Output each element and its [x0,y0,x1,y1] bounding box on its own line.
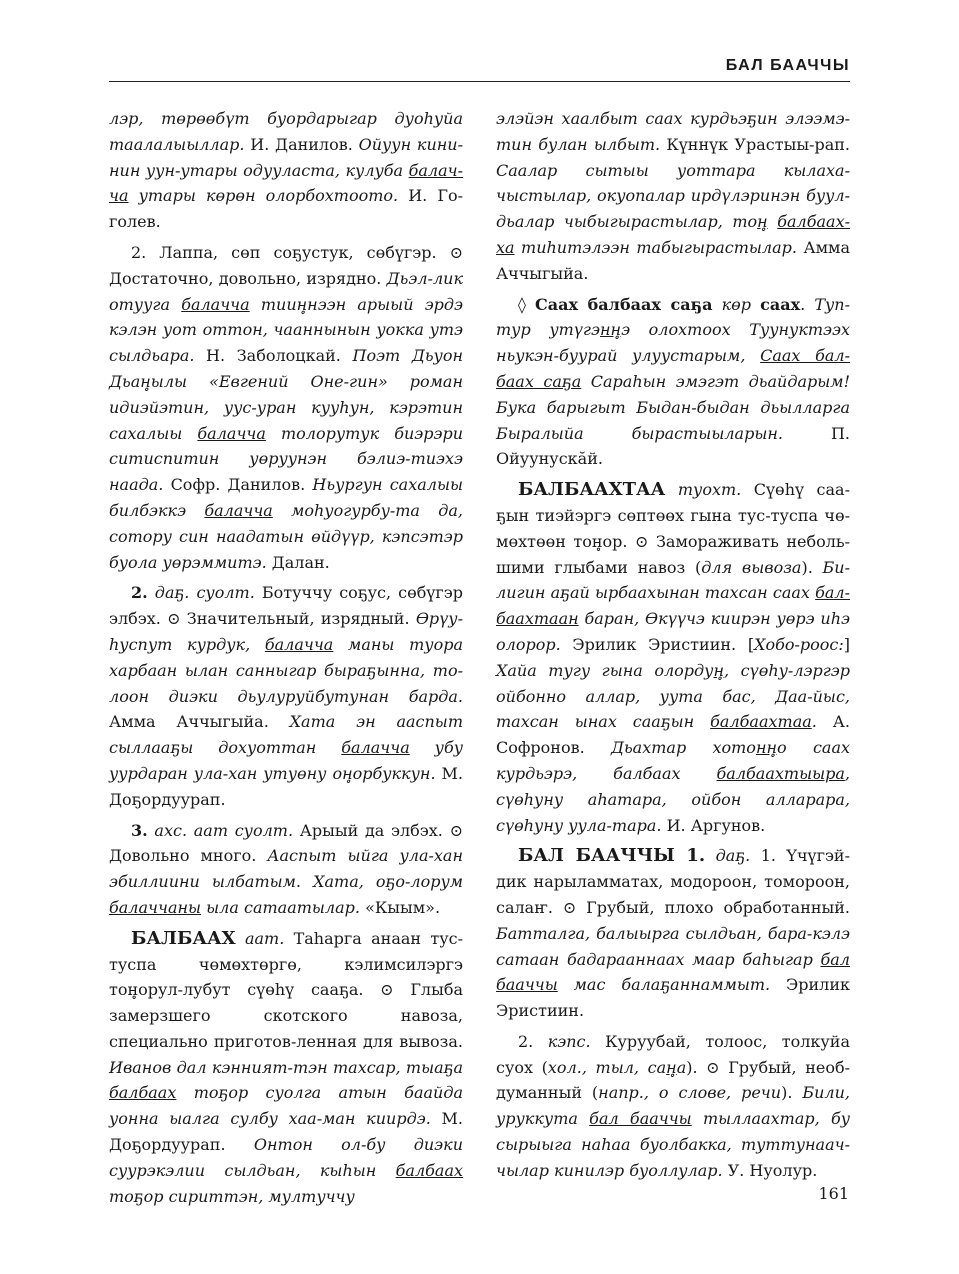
headword: БАЛБААХ [131,927,236,949]
text-run: И. Данилов. [244,134,359,154]
underlined-example-word: нн̥ [755,738,778,758]
text-run: ыла сатаатылар. [201,897,360,917]
page-number: 161 [818,1184,849,1203]
text-run: Били, уруккута [496,1083,850,1129]
text-run: туохт. [677,480,742,500]
text-run: 2. Лаппа, сөп соҕустук, сөбүгэр. ⊙ Достаточно, довольно, изрядно. [109,242,463,288]
text-run: тоҕор сириттэн, мултуччу [109,1186,355,1206]
text-run: тоҕор суолга атын баайда уонна ыалга сулбу хаа-ман киирдэ. [109,1083,463,1129]
underlined-example-word: н̥ [757,212,768,232]
underlined-example-word: балачча [197,423,266,443]
text-run: убу уурдаран ула-хан утуөну он̥орбуккун. [109,738,463,783]
text-run: Амма Аччыгыйа. [496,237,850,283]
text-run: И. Аргунов. [661,815,766,835]
text-run: П. Ойуунускӑй. [496,423,850,469]
text-run: тыллаахтар, бу сырыыга наһаа буолбакка, туттунаач-чылар кинилэр буоллулар. [496,1109,851,1180]
entry-paragraph [496,1029,850,1184]
headword: БАЛ БААЧЧЫ 1. [518,845,706,867]
text-run: «Кыым». [359,897,441,917]
text-run: 2. [518,1031,548,1051]
text-run [705,846,715,865]
underlined-example-word: бал бааччы [589,1109,692,1129]
text-run: Иванов дал кэнният-тэн тахсар, тыаҕа [109,1057,463,1077]
text-run: Амма Аччыгыйа. [109,712,290,732]
text-run: . [800,294,815,314]
underlined-example-word: балбаах [109,1083,177,1103]
underlined-example-word: балач-ча [109,160,463,206]
text-run: Дьахтар хото [610,738,756,758]
text-run: Эрилик Эристиин. [ [560,634,755,654]
text-run: Күннүк Урастыы-рап. [660,134,850,154]
text-run: Туп-тур утүгэ [496,294,851,340]
entry-paragraph [109,818,463,921]
entry-paragraph [496,843,850,1024]
underlined-example-word: нн̥ [599,320,622,340]
text-run: напр., о слове, речи [598,1083,782,1103]
text-run [665,480,678,499]
text-run: Хайа тугу гына олорду [496,660,714,680]
text-run: Сүөһү саа-ҕын тиэйэргэ сөптөөх гына тус-туспа чө-мөхтөөн тон̥ор. ⊙ Замораживать неболь-шими глыбами навоз ( [496,480,850,577]
entry-paragraph [109,926,463,1210]
underlined-example-word: балаччаны [109,897,202,917]
text-run: , сүөһуну аһатара, ойбон аллaрара, сүөһуну уула-тара. [496,763,850,835]
entry-paragraph [109,580,463,812]
text-run: И. Го-голев. [109,186,463,232]
entry-paragraph [496,477,850,838]
underlined-example-word: бал-баахтаан [496,583,850,629]
underlined-example-word: балачча [264,634,334,654]
text-run: ). [801,557,823,577]
text-run: Эрилик Эристиин. [496,975,850,1021]
text-run: Би-лигин аҕай ырбаахынан тахсан саах [496,557,851,603]
text-run: М. Доҕордуурап. [109,763,463,809]
text-run: а [676,1057,687,1077]
underlined-example-word: балбаахтаа [710,712,812,732]
text-run: Дьэл-лик отууга [109,268,463,314]
text-run: лэр, төрөөбүт буордарыгар дуоһуйа таалалыыллар. [109,109,463,154]
text-run: Далан. [266,552,330,572]
text-run: аат. [244,928,285,948]
text-run [712,295,721,314]
text-run: утары көрөн олорбохтоото. [128,186,399,206]
text-run: Софр. Данилов. [163,475,313,495]
text-run: хол., тыл, са [547,1057,667,1077]
text-run: ◊ [518,294,536,314]
text-run: Ойуун кини-нин уун-утары одууласта, кулуба [109,134,463,180]
text-run: тиһитэлээн табыгырастылар. [514,237,797,257]
text-run [236,929,245,948]
text-run: саах [760,294,801,314]
underlined-example-word: балбаахтыыра [716,763,845,783]
text-run: 1. Үчүгэй-дик нарыламматах, модороон, томороон, салаҥ. ⊙ Грубый, плохо обработанный. [496,846,850,917]
text-run: Ньургун сахалыы билбэккэ [109,475,464,520]
text-run [751,295,760,314]
underlined-example-word: балбаах [395,1160,463,1180]
text-run: Саах балбаах саҕа [535,294,713,314]
underlined-example-word: Саах бал-баах саҕа [496,346,851,391]
left-column [109,106,463,1214]
entry-paragraph [496,106,850,287]
text-run: М. Доҕордуурап. [109,1109,463,1155]
text-run [768,212,778,231]
text-run: элэйэн хаалбыт саах курдьэҕин элээмэ-тин булан ылбыт. [496,109,850,154]
text-run: Поэт Дьуон Дьан̥ылы «Евгений Оне-гин» роман идиэйэтин, уус-уран кууһун, кэрэтин сахалыы [109,346,463,443]
text-run: Хата эн аaспыт сыллааҕы дохуоттан [109,712,463,758]
text-run: Өрүу-һуспут курдук, [109,609,463,654]
text-run: көр [721,294,751,314]
text-run: баран, Өкүүчэ киирэн уөрэ иһэ олорор. [496,609,850,654]
text-run: моһуогурбу-та да, сотору син наадатын өйдүүр, кэпсэтэр буола уөрэммитэ. [109,500,464,572]
text-run: даҕ. суолт. [154,583,255,603]
text-run: даҕ. [715,846,751,866]
text-run: маны туора харбаан ылан санныгар быраҕынна, то-лоон диэки дьулуруйбутунан барда. [109,634,463,706]
text-run: Арыый да элбэх. ⊙ Довольно много. [109,820,463,866]
text-run [148,583,155,602]
text-run: мас балаҕаннаммыт. [557,975,771,995]
text-run: Аaспыт ыйга ула-хан эбиллиини ылбатым. Хата, оҕо-лорум [109,846,463,892]
underlined-example-word: балачча [181,294,250,314]
text-run: Батталга, балыырга сылдьан, бара-кэлэ сатаан бадарааннаах маар баһыгар [496,923,850,969]
text-run: Таһаргa анаан тус-туспа чөмөхтөргө, кэлимсилэргэ тон̥орул-лубут сүөһү саaҕа. ⊙ Глыба замерзшего скотского навоза, специально приготов-ленная для вывоза. [109,928,463,1051]
text-run: . [811,712,817,732]
underlined-example-word: балбаах-ха [496,212,850,257]
text-run: для вывоза [701,557,802,577]
underlined-example-word: балачча [341,738,410,758]
text-run: А. Софронов. [496,712,850,758]
text-run: ). ⊙ Грубый, необ-думанный ( [496,1057,851,1103]
text-run: У. Нуолур. [722,1160,818,1180]
headword: БАЛБААХТАА [518,479,666,501]
underlined-example-word: балачча [204,500,273,520]
text-run: 3. [131,820,148,840]
entry-paragraph [109,106,463,235]
text-run: Онтон ол-бу диэки суурэкэлии сылдьан, кыһын [109,1135,463,1180]
text-run: тиин̥нээн арыый эрдэ кэлэн уот оттон, чааннынын уокка утэ сылдьара. [109,294,464,366]
text-run: 2. [131,583,148,603]
text-run: Саалар сытыы уоттара кылаха-чыстылар, окуопалар ирдүлэринэн буул-дьалар чыбыгырастылар, то [496,160,850,232]
text-run: Куруубай, толоос, толкуйа суох ( [496,1031,850,1077]
text-run: Хобо-роос: [754,634,844,654]
right-column [496,106,850,1189]
text-run: ] [843,634,850,654]
underlined-example-word: н̥ [666,1057,677,1077]
running-header-title: БАЛ БААЧЧЫ [725,57,850,74]
text-run: кэпс. [547,1031,591,1051]
header-rule [109,81,850,82]
underlined-example-word: бал бааччы [496,949,850,995]
text-run: о саах курдьэрэ, балбаах [496,738,850,783]
text-run: ахс. аат суолт. [154,820,294,840]
text-run: Сараһын эмэгэт дьайдарым! Бука барыгыт Быдан-быдан дьылларга Быралыйа быpастыыларын. [496,371,850,443]
underlined-example-word: н̥ [713,660,724,680]
text-run: , сүөһу-лэргэр ойбонно аллар, уута бас, Даа-йыс, тахсан ынах саaҕын [496,660,850,732]
entry-paragraph [496,292,850,473]
text-run: ). [781,1083,803,1103]
text-run: Ботуччу соҕус, сөбүгэр элбэх. ⊙ Значительный, изрядный. [109,583,463,629]
entry-paragraph [109,240,463,575]
text-run: толорутук биэрэри ситиспитин уөруунэн бэлиэ-тиэхэ наада. [109,423,463,495]
text-run: э олохтоох Туунуктээх ньукэн-буурай улуустарым, [496,320,850,366]
text-run: Н. Заболоцкай. [194,346,353,366]
